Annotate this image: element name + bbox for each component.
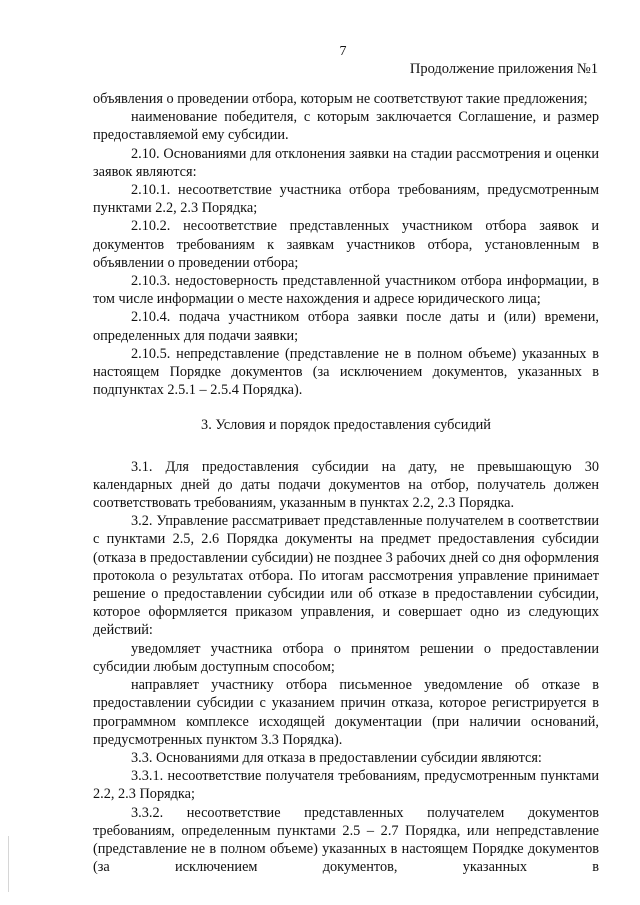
page-number: 7: [339, 44, 347, 59]
paragraph: 3.3. Основаниями для отказа в предоставлении субсидии являются:: [131, 749, 542, 766]
paragraph: уведомляет участника отбора о принятом решении о предоставлении субсидии любым доступным способом;: [93, 640, 599, 675]
paragraph: наименование победителя, с которым заключается Соглашение, и размер предоставляемой ему субсидии.: [93, 109, 599, 144]
paragraph: 2.10.3. недостоверность представленной участником отбора информации, в том числе информации о месте нахождения и адресе юридического лица;: [93, 273, 599, 308]
paragraph: 2.10.1. несоответствие участника отбора требованиям, предусмотренным пунктами 2.2, 2.3 Порядка;: [93, 182, 599, 217]
paragraph: 2.10. Основаниями для отклонения заявки на стадии рассмотрения и оценки заявок являются:: [93, 145, 599, 180]
paragraph: 3.2. Управление рассматривает представленные получателем в соответствии с пунктами 2.5, 2.6 Порядка документы на предмет предоставления субсидии (отказа в предоставлении субсидии) не позднее 3 рабочих дней со дня оформления протокола о результатах отбора. По итогам рассмотрения управление принимает решение о предоставлении субсидии или об отказе в предоставлении субсидии, которое оформляется приказом управления, и совершает одно из следующих действий:: [93, 513, 599, 639]
paragraph: направляет участнику отбора письменное уведомление об отказе в предоставлении субсидии с указанием причин отказа, которое регистрируется в программном комплексе исходящей документации (при наличии оснований, предусмотренных пунктом 3.3 Порядка).: [93, 677, 599, 748]
paragraph: 3.1. Для предоставления субсидии на дату, не превышающую 30 календарных дней до даты подачи документов на отбор, получатель должен соответствовать требованиям, указанным в пунктах 2.2, 2.3 Порядка.: [93, 458, 599, 512]
document-body: [93, 90, 599, 876]
paragraph: 2.10.2. несоответствие представленных участником отбора заявок и документов требованиям к заявкам участников отбора, установленным в объявлении о проведении отбора;: [93, 218, 599, 271]
paragraph: 2.10.4. подача участником отбора заявки после даты и (или) времени, определенных для подачи заявки;: [93, 309, 599, 344]
paragraph: 3.3.1. несоответствие получателя требованиям, предусмотренным пунктами 2.2, 2.3 Порядка;: [93, 768, 599, 803]
paragraph: 2.10.5. непредставление (представление не в полном объеме) указанных в настоящем Порядке документов (за исключением документов, указанных в подпунктах 2.5.1 – 2.5.4 Порядка).: [93, 345, 599, 399]
paragraph: объявления о проведении отбора, которым не соответствуют такие предложения;: [93, 91, 588, 107]
scan-margin-mark: [8, 836, 9, 892]
appendix-continuation-note: Продолжение приложения №1: [409, 61, 598, 77]
section-heading: 3. Условия и порядок предоставления субсидий: [201, 417, 491, 434]
paragraph: 3.3.2. несоответствие представленных получателем документов требованиям, определенным пунктами 2.5 – 2.7 Порядка, или непредставление (представление не в полном объеме) указанных в настоящем Порядке документов (за исключением документов, указанных в: [93, 804, 599, 876]
